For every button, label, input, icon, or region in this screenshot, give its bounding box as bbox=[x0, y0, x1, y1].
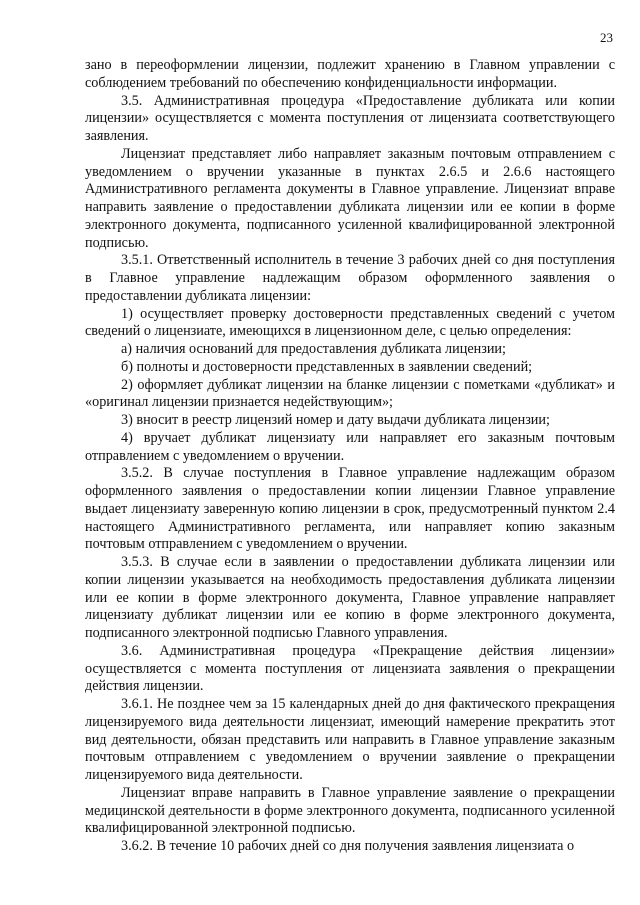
list-item-3-5-1-1: 1) осуществляет проверку достоверности представленных сведений с учетом сведений о лицензиате, имеющихся в лицензионном деле, с целью определения: bbox=[85, 305, 615, 340]
paragraph-3-5-1: 3.5.1. Ответственный исполнитель в течение 3 рабочих дней со дня поступления в Главное управление надлежащим образом оформленного заявления о предоставлении дубликата лицензии: bbox=[85, 252, 615, 304]
page-number: 23 bbox=[600, 30, 613, 45]
paragraph-3-5-3: 3.5.3. В случае если в заявлении о предоставлении дубликата лицензии или копии лицензии указывается на необходимость предоставления дубликата лицензии или ее копии в форме электронного документа, Главное управление направляет лицензиату дубликат лицензии или ее копию в форме электронного документа, подписанного электронной подписью Главного управления. bbox=[85, 554, 615, 641]
paragraph-3-6: 3.6. Административная процедура «Прекращение действия лицензии» осуществляется с момента поступления от лицензиата заявления о прекращении действия лицензии. bbox=[85, 642, 615, 695]
list-item-3-5-1-b: б) полноты и достоверности представленных в заявлении сведений; bbox=[121, 358, 533, 375]
paragraph-3-6-1-electronic: Лицензиат вправе направить в Главное управление заявление о прекращении медицинской деятельности в форме электронного документа, подписанного усиленной квалифицированной электронной подписью. bbox=[85, 784, 615, 837]
list-item-3-5-1-3: 3) вносит в реестр лицензий номер и дату выдачи дубликата лицензии; bbox=[121, 412, 550, 428]
paragraph-3-6-1: 3.6.1. Не позднее чем за 15 календарных дней до дня фактического прекращения лицензируемого вида деятельности лицензиат, имеющий намерение прекратить этот вид деятельности, обязан представить или направить в Главное управление заказным почтовым отправлением с уведомлением о вручении заявление о прекращении лицензируемого вида деятельности. bbox=[85, 696, 615, 783]
list-item-3-5-1-4: 4) вручает дубликат лицензиату или направляет его заказным почтовым отправлением с уведомлением о вручении. bbox=[85, 429, 615, 464]
paragraph-3-5-2: 3.5.2. В случае поступления в Главное управление надлежащим образом оформленного заявления о предоставлении копии лицензии Главное управление выдает лицензиату заверенную копию лицензии в срок, предусмотренный пунктом 2.4 настоящего Административного регламента, или направляет копию заказным почтовым отправлением с уведомлением о вручении. bbox=[85, 465, 615, 553]
paragraph-3-5-licensee: Лицензиат представляет либо направляет заказным почтовым отправлением с уведомлением о вручении указанные в пунктах 2.6.5 и 2.6.6 настоящего Административного регламента документы в Главное управление. Лицензиат вправе направить заявление о предоставлении дубликата лицензии или ее копии в форме электронного документа, подписанного усиленной квалифицированной электронной подписью. bbox=[85, 145, 615, 251]
list-item-3-5-1-a: а) наличия оснований для предоставления дубликата лицензии; bbox=[121, 341, 506, 357]
paragraph-3-5: 3.5. Административная процедура «Предоставление дубликата или копии лицензии» осуществляется с момента поступления от лицензиата соответствующего заявления. bbox=[85, 92, 615, 144]
paragraph-continuation: зано в переоформлении лицензии, подлежит хранению в Главном управлении с соблюдением требований по обеспечению конфиденциальности информации. bbox=[85, 57, 615, 91]
paragraph-3-6-2: 3.6.2. В течение 10 рабочих дней со дня получения заявления лицензиата о bbox=[121, 838, 575, 854]
document-body bbox=[85, 57, 615, 856]
list-item-3-5-1-2: 2) оформляет дубликат лицензии на бланке лицензии с пометками «дубликат» и «оригинал лицензии признается недействующим»; bbox=[85, 376, 615, 411]
